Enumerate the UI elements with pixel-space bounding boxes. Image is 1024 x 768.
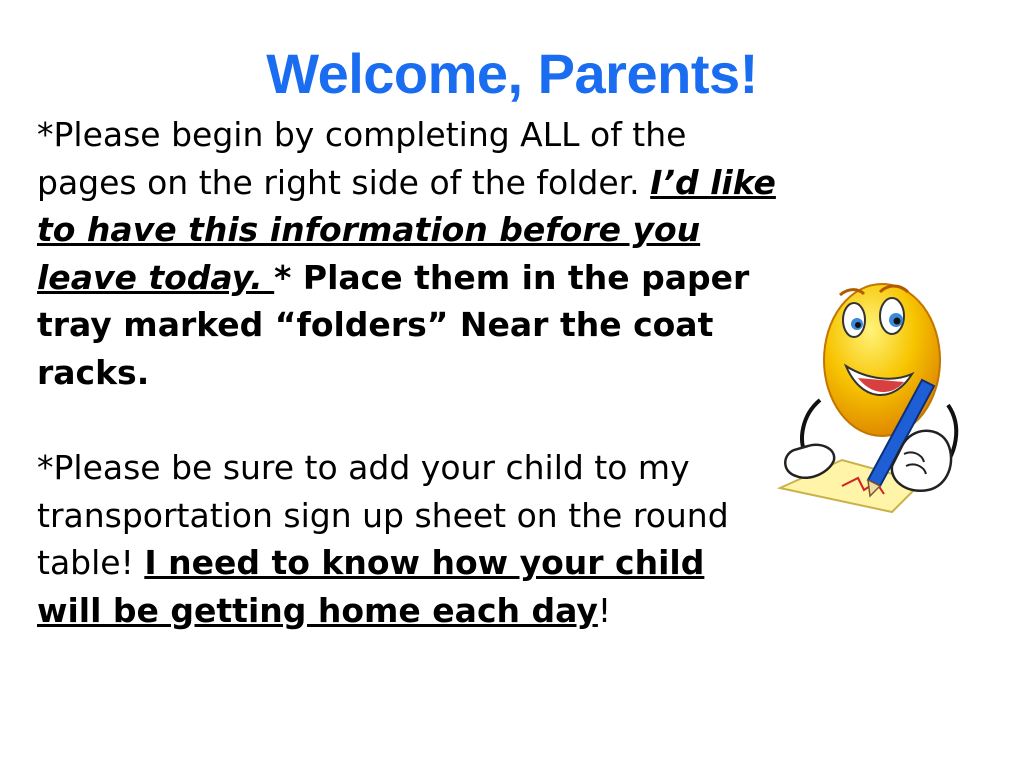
page-title: Welcome, Parents! <box>266 42 758 105</box>
smiley-writing-icon <box>772 250 972 530</box>
transportation-emphasis-text: I need to know how your child will be getting home each day <box>37 543 705 630</box>
paragraph-spacer <box>37 397 777 445</box>
instructions-text <box>37 111 777 635</box>
paper-tray-text: * Place them in the paper tray marked “folders” Near the coat racks. <box>37 257 750 392</box>
folder-instruction-text: *Please begin by completing ALL of the pages on the right side of the folder. <box>37 115 687 202</box>
paragraph-folder-instructions <box>37 111 777 397</box>
folder-emphasis-text: I’d like to have this information before you leave today. <box>37 162 776 297</box>
paragraph-transportation <box>37 444 777 634</box>
exclamation-text: ! <box>597 590 612 630</box>
transportation-instruction-text: *Please be sure to add your child to my transportation sign up sheet on the round table! <box>37 448 729 583</box>
